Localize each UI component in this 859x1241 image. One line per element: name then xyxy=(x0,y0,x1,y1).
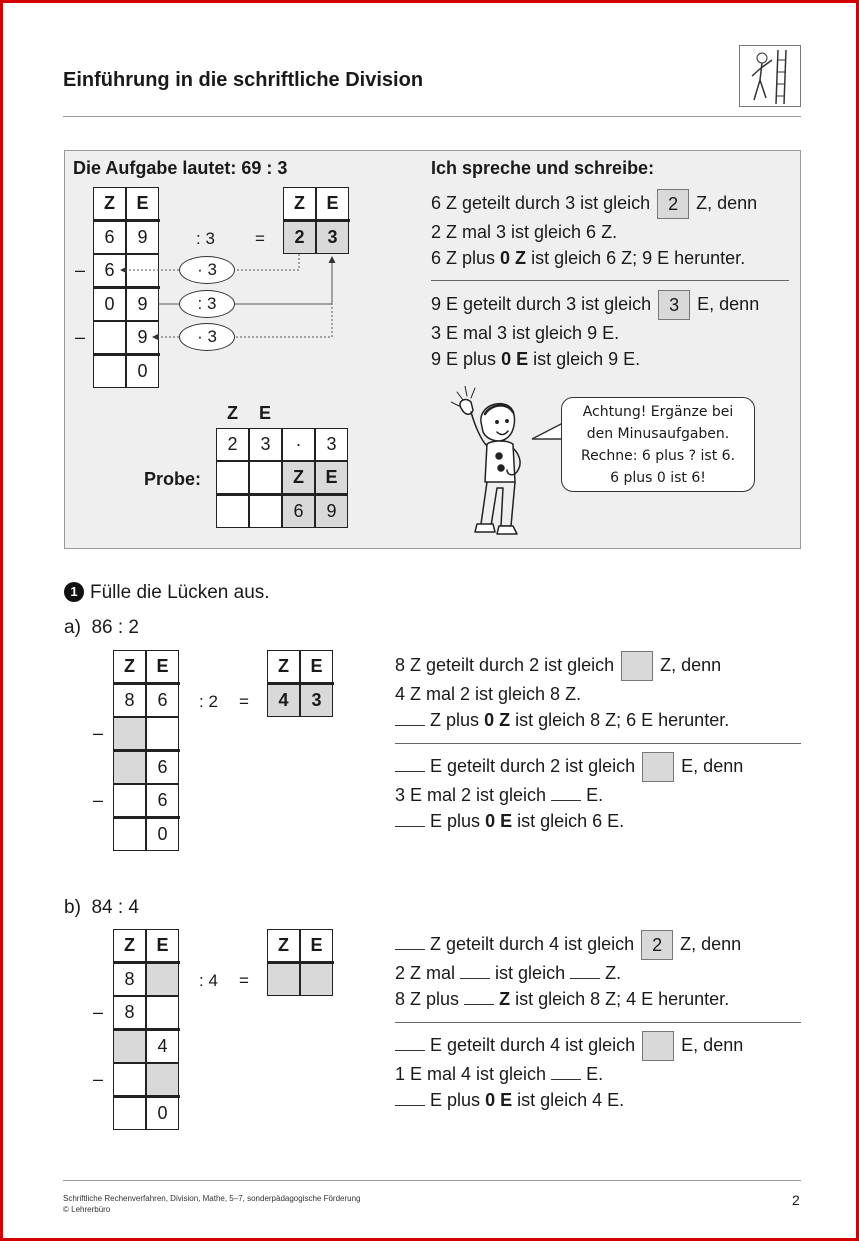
fill-blank[interactable] xyxy=(464,991,494,1005)
b-line5: 1 E mal 4 ist gleich E. xyxy=(395,1064,604,1084)
a-blank-cell[interactable] xyxy=(113,717,146,750)
example-header-z: Z xyxy=(93,187,126,220)
fill-blank[interactable] xyxy=(551,1066,581,1080)
example-dividend-z: 6 xyxy=(93,221,126,254)
a-header-e: E xyxy=(146,650,179,683)
probe-cell xyxy=(216,461,249,494)
example-sub2-e: 9 xyxy=(126,321,159,354)
a-result-z: 4 xyxy=(267,684,300,717)
a-dividend-z: 8 xyxy=(113,684,146,717)
bubble-line: den Minusaufgaben. xyxy=(586,426,730,442)
probe-cell xyxy=(216,495,249,528)
b-result-blank[interactable] xyxy=(267,963,300,996)
minus-sign: – xyxy=(93,1002,104,1022)
a-header-z: Z xyxy=(113,650,146,683)
a-blank-cell[interactable] xyxy=(113,751,146,784)
cartoon-boy-icon xyxy=(451,386,551,544)
task-a-label: a) 86 : 2 xyxy=(64,617,139,638)
footer-text xyxy=(63,1193,361,1215)
a-cell xyxy=(146,717,179,750)
minus-sign: – xyxy=(93,1069,104,1089)
a-cell xyxy=(113,784,146,817)
a-divider xyxy=(395,743,801,744)
a-line6: E plus 0 E ist gleich 6 E. xyxy=(395,811,624,832)
answer-box: 3 xyxy=(658,290,690,320)
footer-line1: Schriftliche Rechenverfahren, Division, Mathe, 5–7, sonderpädagogische Förderung xyxy=(63,1194,361,1203)
b-op-div: : 4 xyxy=(199,971,218,990)
example-result-z: 2 xyxy=(283,221,316,254)
b-answer-box[interactable] xyxy=(642,1031,674,1061)
b-header-z: Z xyxy=(113,929,146,962)
example-result-e: 3 xyxy=(316,221,349,254)
a-line1: 8 Z geteilt durch 2 ist gleich Z, denn xyxy=(395,651,721,681)
exercise-instruction: 1 Fülle die Lücken aus. xyxy=(64,582,270,604)
probe-header-e: E xyxy=(259,403,272,423)
example-final-e: 0 xyxy=(126,355,159,388)
probe-cell: 6 xyxy=(282,495,315,528)
fill-blank[interactable] xyxy=(395,936,425,950)
b-sub1-z: 8 xyxy=(113,996,146,1029)
fill-blank[interactable] xyxy=(395,712,425,726)
b-result-header-z: Z xyxy=(267,929,300,962)
probe-cell: Z xyxy=(282,461,315,494)
example-dividend-e: 9 xyxy=(126,221,159,254)
b-cell xyxy=(113,1097,146,1130)
fill-blank[interactable] xyxy=(570,965,600,979)
b-result-blank[interactable] xyxy=(300,963,333,996)
a-line5: 3 E mal 2 ist gleich E. xyxy=(395,785,604,805)
fill-blank[interactable] xyxy=(395,758,425,772)
fill-blank[interactable] xyxy=(551,787,581,801)
b-line3: 8 Z plus Z ist gleich 8 Z; 4 E herunter. xyxy=(395,989,730,1009)
a-result-header-e: E xyxy=(300,650,333,683)
b-blank-cell[interactable] xyxy=(113,1030,146,1063)
minus-sign: – xyxy=(75,327,86,347)
probe-cell: 9 xyxy=(315,495,348,528)
bubble-line: Achtung! Ergänze bei xyxy=(582,404,734,420)
task-b-label: b) 84 : 4 xyxy=(64,897,139,918)
b-line2: 2 Z mal ist gleich Z. xyxy=(395,963,622,983)
b-header-e: E xyxy=(146,929,179,962)
example-rem1-z: 0 xyxy=(93,288,126,321)
b-answer-box: 2 xyxy=(641,930,673,960)
fill-blank[interactable] xyxy=(460,965,490,979)
b-line4: E geteilt durch 4 ist gleich E, denn xyxy=(395,1031,743,1061)
a-line4: E geteilt durch 2 ist gleich E, denn xyxy=(395,752,743,782)
probe-cell xyxy=(249,461,282,494)
step1-line1: 6 Z geteilt durch 3 ist gleich 2 Z, denn xyxy=(431,189,757,219)
a-answer-box[interactable] xyxy=(642,752,674,782)
steps-divider xyxy=(431,280,789,281)
step1-line3: 6 Z plus 0 Z ist gleich 6 Z; 9 E herunter. xyxy=(431,248,746,268)
b-result-header-e: E xyxy=(300,929,333,962)
a-op-div: : 2 xyxy=(199,692,218,711)
b-line6: E plus 0 E ist gleich 4 E. xyxy=(395,1090,624,1111)
page-title: Einführung in die schriftliche Division xyxy=(63,69,424,91)
minus-sign: – xyxy=(93,723,104,743)
b-line1: Z geteilt durch 4 ist gleich 2 Z, denn xyxy=(395,930,741,960)
b-blank-cell[interactable] xyxy=(146,963,179,996)
footer-line2: © Lehrerbüro xyxy=(63,1205,111,1214)
example-header-e: E xyxy=(126,187,159,220)
probe-cell xyxy=(249,495,282,528)
answer-box: 2 xyxy=(657,189,689,219)
fill-blank[interactable] xyxy=(395,813,425,827)
step1-line2: 2 Z mal 3 ist gleich 6 Z. xyxy=(431,222,618,242)
a-answer-box[interactable] xyxy=(621,651,653,681)
example-rem1-e: 9 xyxy=(126,288,159,321)
oval-multiply-2: · 3 xyxy=(179,323,235,351)
probe-cell: E xyxy=(315,461,348,494)
a-rem-e: 6 xyxy=(146,751,179,784)
bubble-line: 6 plus 0 ist 6! xyxy=(610,470,706,486)
a-sub2-e: 6 xyxy=(146,784,179,817)
b-cell xyxy=(113,1063,146,1096)
a-result-e: 3 xyxy=(300,684,333,717)
b-equals: = xyxy=(239,971,249,990)
footer-divider xyxy=(63,1180,801,1181)
speech-bubble xyxy=(561,397,755,492)
probe-cell: 3 xyxy=(315,428,348,461)
probe-label: Probe: xyxy=(144,469,202,489)
b-final-e: 0 xyxy=(146,1097,179,1130)
minus-sign: – xyxy=(93,790,104,810)
step2-line3: 9 E plus 0 E ist gleich 9 E. xyxy=(431,349,641,369)
example-result-header-z: Z xyxy=(283,187,316,220)
fill-blank[interactable] xyxy=(395,1037,425,1051)
b-blank-cell[interactable] xyxy=(146,1063,179,1096)
example-result-header-e: E xyxy=(316,187,349,220)
a-line3: Z plus 0 Z ist gleich 8 Z; 6 E herunter. xyxy=(395,710,729,731)
probe-cell: 2 xyxy=(216,428,249,461)
probe-cell: 3 xyxy=(249,428,282,461)
example-equals: = xyxy=(255,229,265,248)
a-result-header-z: Z xyxy=(267,650,300,683)
probe-header-z: Z xyxy=(227,403,238,423)
probe-cell: · xyxy=(282,428,315,461)
oval-divide: : 3 xyxy=(179,290,235,318)
a-final-e: 0 xyxy=(146,818,179,851)
b-rem-e: 4 xyxy=(146,1030,179,1063)
step2-line2: 3 E mal 3 ist gleich 9 E. xyxy=(431,323,620,343)
minus-sign: – xyxy=(75,260,86,280)
page-number: 2 xyxy=(792,1192,800,1208)
b-cell xyxy=(146,996,179,1029)
b-dividend-z: 8 xyxy=(113,963,146,996)
bubble-line: Rechne: 6 plus ? ist 6. xyxy=(580,448,736,464)
example-op-div: : 3 xyxy=(196,229,215,248)
speak-label: Ich spreche und schreibe: xyxy=(431,158,655,178)
speech-tail xyxy=(530,421,564,445)
oval-multiply-1: · 3 xyxy=(179,256,235,284)
task-label: Die Aufgabe lautet: 69 : 3 xyxy=(73,158,288,178)
a-cell xyxy=(113,818,146,851)
step2-line1: 9 E geteilt durch 3 ist gleich 3 E, denn xyxy=(431,290,759,320)
a-dividend-e: 6 xyxy=(146,684,179,717)
a-equals: = xyxy=(239,692,249,711)
example-sub1-z: 6 xyxy=(93,254,126,287)
fill-blank[interactable] xyxy=(395,1092,425,1106)
b-divider xyxy=(395,1022,801,1023)
a-line2: 4 Z mal 2 ist gleich 8 Z. xyxy=(395,684,582,704)
exercise-number: 1 xyxy=(64,582,84,602)
